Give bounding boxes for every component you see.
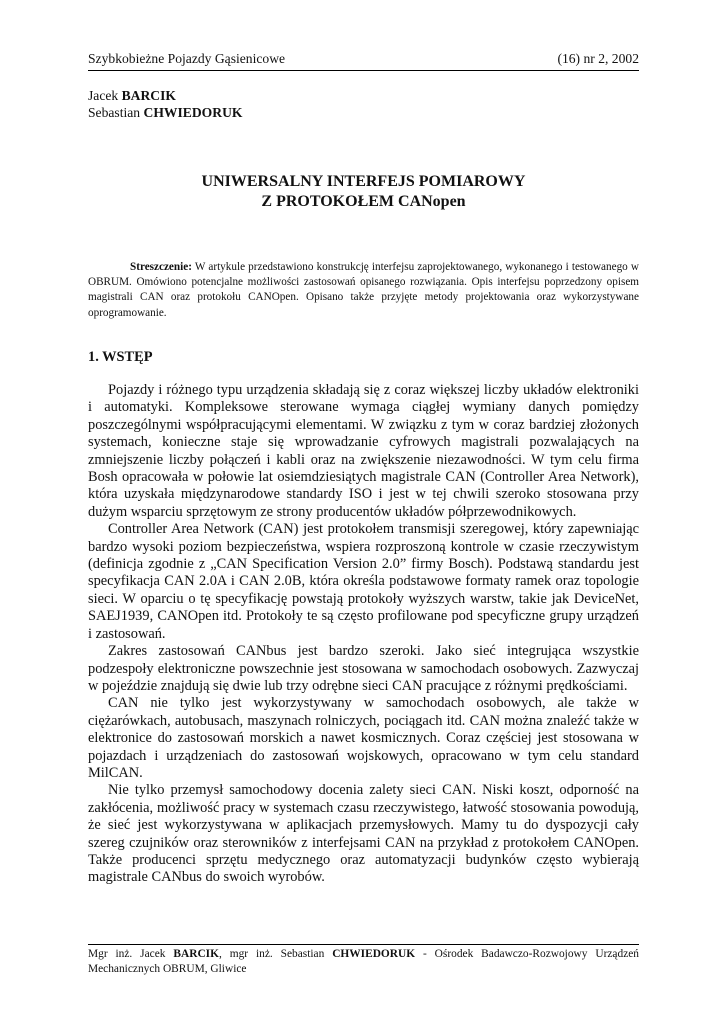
- footnote-prefix-2: , mgr inż. Sebastian: [218, 948, 333, 960]
- issue-number: (16) nr 2, 2002: [557, 51, 639, 66]
- paragraph: CAN nie tylko jest wykorzystywany w samochodach osobowych, ale także w ciężarówkach, autobusach, maszynach rolniczych, pociągach itd. CAN można znaleźć także w elektronice do zastosowań morskich a nawet kosmicznych. Coraz częściej jest stosowana w pojazdach i urządzeniach do zastosowań wojskowych, opracowano w tym celu standard MilCAN.: [88, 695, 639, 781]
- author-list: [88, 87, 488, 121]
- footnote-prefix-1: Mgr inż. Jacek: [88, 948, 174, 960]
- section-heading: 1. WSTĘP: [88, 349, 153, 365]
- author-first-name: Sebastian: [88, 105, 141, 120]
- author-last-name: CHWIEDORUK: [143, 105, 243, 120]
- abstract: [88, 260, 639, 321]
- paragraph: Zakres zastosowań CANbus jest bardzo szeroki. Jako sieć integrująca wszystkie podzespoły elektroniczne powszechnie jest stosowana w samochodach osobowych. Zazwyczaj w pojeździe znajdują się dwie lub trzy odrębne sieci CAN pracujące z różnymi prędkościami.: [88, 643, 639, 694]
- author-last-name: BARCIK: [121, 88, 176, 103]
- paper-title: [88, 172, 639, 212]
- abstract-text: W artykule przedstawiono konstrukcję interfejsu zaprojektowanego, wykonanego i testowanego w OBRUM. Omówiono potencjalne możliwości zastosowań opisanego rozwiązania. Opis interfejsu poprzedzony opisem magistrali CAN oraz protokołu CANOpen. Opisano także przyjęte metody projektowania oraz wykorzystywane oprogramowanie.: [88, 261, 639, 319]
- footnote-affiliation: - Ośrodek Badawczo-Rozwojowy Urządzeń Mechanicznych OBRUM, Gliwice: [88, 948, 639, 976]
- author-first-name: Jacek: [88, 88, 119, 103]
- paragraph: Nie tylko przemysł samochodowy docenia zalety sieci CAN. Niski koszt, odporność na zakłócenia, możliwość pracy w systemach czasu rzeczywistego, łatwość stosowania powodują, że sieć jest wykorzystywana w aplikacjach przemysłowych. Mamy tu do dyspozycji cały szereg czujników oraz sterowników z interfejsami CAN na przykład z protokołem CANOpen. Także producenci sprzętu medycznego oraz automatyzacji budynków często wybierają magistrale CANbus do swoich wyrobów.: [88, 782, 639, 886]
- body-text: [88, 382, 639, 887]
- author-affiliation-footnote: [88, 944, 639, 978]
- paragraph: Controller Area Network (CAN) jest protokołem transmisji szeregowej, który zapewniając bardzo wysoki poziom bezpieczeństwa, wspiera rozproszoną kontrole w czasie rzeczywistym (definicja zgodnie z „CAN Specification Version 2.0” firmy Bosch). Podstawą standardu jest specyfikacja CAN 2.0A i CAN 2.0B, która określa podstawowe formaty ramek oraz topologie sieci. W oparciu o tę specyfikację powstają protokoły wyższych warstw, takie jak DeviceNet, SAEJ1939, CANOpen itd. Protokoły te są często profilowane pod specyficzne grupy urządzeń i zastosowań.: [88, 521, 639, 642]
- author-2: [88, 104, 488, 121]
- author-1: [88, 87, 488, 104]
- title-line-2: Z PROTOKOŁEM CANopen: [261, 193, 466, 210]
- footnote-name-1: BARCIK: [173, 948, 219, 960]
- footnote-name-2: CHWIEDORUK: [332, 948, 416, 960]
- running-header: [88, 50, 639, 71]
- title-line-1: UNIWERSALNY INTERFEJS POMIAROWY: [201, 173, 526, 190]
- paragraph: Pojazdy i różnego typu urządzenia składają się z coraz większej liczby układów elektroniki i automatyki. Kompleksowe sterowane wymaga ciągłej wymiany danych pomiędzy poszczególnymi współpracującymi elementami. W związku z tym w coraz bardziej złożonych systemach, konieczne staje się wprowadzanie cyfrowych magistrali pozwalających na zmniejszenie liczby połączeń i kabli oraz na zwiększenie niezawodności. W tym celu firma Bosh opracowała w połowie lat osiemdziesiątych magistrale CAN (Controller Area Network), która uzyskała międzynarodowe standardy ISO i jest w tej chwili szeroko stosowana przy dużym wsparciu sprzętowym ze strony producentów układów półprzewodnikowych.: [88, 382, 639, 520]
- abstract-label: Streszczenie:: [130, 261, 192, 273]
- journal-name: Szybkobieżne Pojazdy Gąsienicowe: [88, 51, 286, 66]
